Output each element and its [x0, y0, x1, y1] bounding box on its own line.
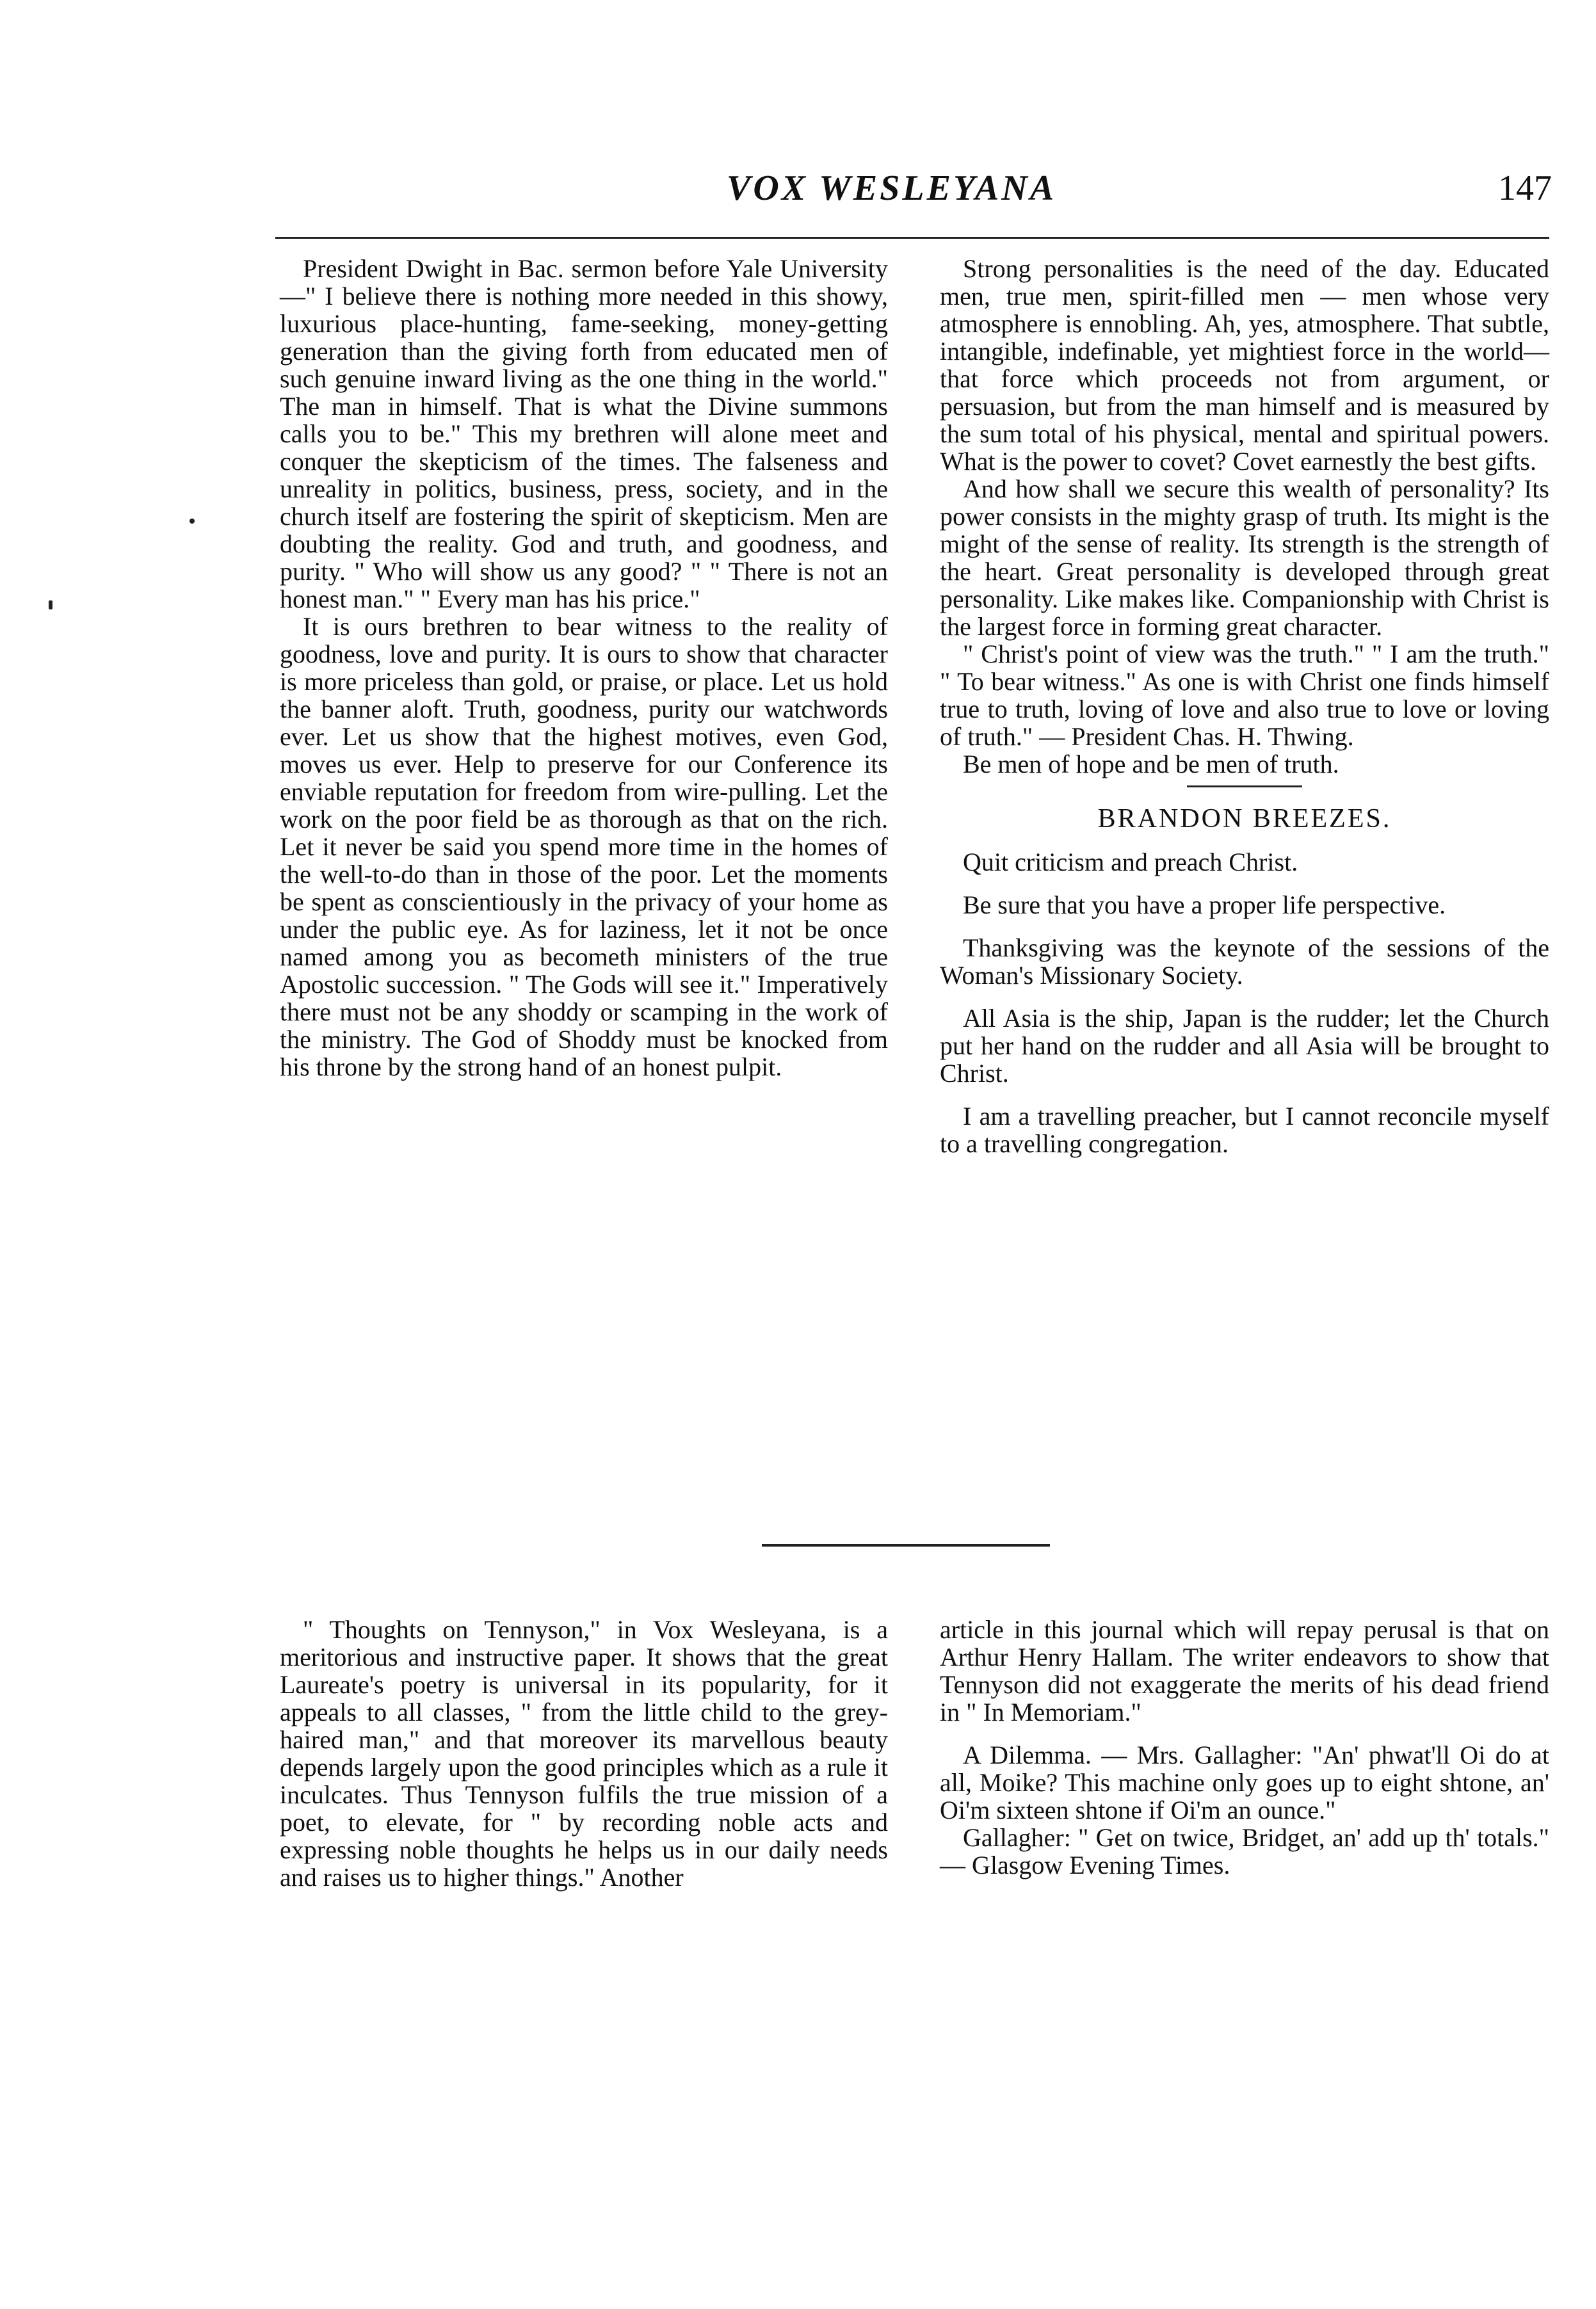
paragraph: " Christ's point of view was the truth." " I am the truth." " To bear witness." As one is with Christ one finds himself true to truth, loving of love and also true to love or loving of truth." — President Chas. H. Thwing.	[940, 640, 1549, 751]
paragraph: article in this journal which will repay perusal is that on Arthur Henry Hallam. The writer endeavors to show that Tennyson did not exaggerate the merits of his dead friend in " In Memoriam."	[940, 1615, 1549, 1726]
journal-title: VOX WESLEYANA	[727, 168, 1057, 208]
page-number: 147	[1498, 168, 1552, 208]
paragraph: Be men of hope and be men of truth.	[963, 750, 1339, 778]
paragraph: It is ours brethren to bear witness to the reality of goodness, love and purity. It is ours to show that character is more priceless than gold, or praise, or place. Let us hold the banner aloft. Truth, goodness, purity our watchwords ever. Let us show that the highest motives, even God, moves us ever. Help to preserve for our Conference its enviable reputation for freedom from wire-pulling. Let the work on the poor field be as thorough as that on the rich. Let it never be said you spend more time in the homes of the well-to-do than in those of the poor. Let the moments be spent as conscientiously in the privacy of your home as under the public eye. As for laziness, let it not be once named among you as becometh ministers of the true Apostolic succession. " The Gods will see it." Imperatively there must not be any shoddy or scamping in the work of the ministry. The God of Shoddy must be knocked from his throne by the strong hand of an honest pulpit.	[280, 612, 888, 1081]
section-heading: BRANDON BREEZES.	[1097, 804, 1392, 833]
list-item: Thanksgiving was the keynote of the sessions of the Woman's Missionary Society.	[940, 933, 1549, 990]
paragraph: President Dwight in Bac. sermon before Yale University—" I believe there is nothing more needed in this showy, luxurious place-hunting, fame-seeking, money-getting generation than the giving forth from educated men of such genuine inward living as the one thing in the world." The man in himself. That is what the Divine summons calls you to be." This my brethren will alone meet and conquer the skepticism of the times. The falseness and unreality in politics, business, press, society, and in the church itself are fostering the spirit of skepticism. Men are doubting the reality. God and truth, and goodness, and purity. " Who will show us any good? " " There is not an honest man." " Every man has his price."	[280, 254, 888, 613]
top-left-column	[280, 255, 888, 1081]
top-right-column	[940, 255, 1549, 1157]
list-item: I am a travelling preacher, but I cannot reconcile myself to a travelling congregation.	[940, 1102, 1549, 1158]
list-item: Quit criticism and preach Christ.	[963, 848, 1298, 876]
list-item: All Asia is the ship, Japan is the rudder; let the Church put her hand on the rudder and all Asia will be brought to Christ.	[940, 1004, 1549, 1088]
paragraph: " Thoughts on Tennyson," in Vox Wesleyana, is a meritorious and instructive paper. It shows that the great Laureate's poetry is universal in its popularity, for it appeals to all classes, " from the little child to the grey-haired man," and that moreover its marvellous beauty depends largely upon the good principles which as a rule it inculcates. Thus Tennyson fulfils the true mission of a poet, to elevate, for " by recording noble acts and expressing noble thoughts he helps us in our daily needs and raises us to higher things." Another	[280, 1615, 888, 1892]
paragraph: And how shall we secure this wealth of personality? Its power consists in the mighty grasp of truth. Its might is the might of the sense of reality. Its strength is the strength of the heart. Great personality is developed through great personality. Like makes like. Companionship with Christ is the largest force in forming great character.	[940, 474, 1549, 641]
section-separator	[762, 1544, 1050, 1547]
bottom-right-column	[940, 1616, 1549, 1879]
paragraph: Gallagher: " Get on twice, Bridget, an' add up th' totals." — Glasgow Evening Times.	[940, 1823, 1549, 1879]
section-divider	[1187, 785, 1302, 787]
header-rule	[275, 237, 1549, 239]
list-item: Be sure that you have a proper life perspective.	[963, 890, 1446, 919]
margin-mark	[189, 519, 195, 524]
paragraph: Strong personalities is the need of the day. Educated men, true men, spirit-filled men — men whose very atmosphere is ennobling. Ah, yes, atmosphere. That subtle, intangible, indefinable, yet mightiest force in the world—that force which proceeds not from argument, or persuasion, but from the man himself and is measured by the sum total of his physical, mental and spiritual powers. What is the power to covet? Covet earnestly the best gifts.	[940, 254, 1549, 476]
margin-mark	[49, 600, 52, 609]
paragraph: A Dilemma. — Mrs. Gallagher: "An' phwat'll Oi do at all, Moike? This machine only goes up to eight shtone, an' Oi'm sixteen shtone if Oi'm an ounce."	[940, 1741, 1549, 1824]
bottom-left-column	[280, 1616, 888, 1891]
